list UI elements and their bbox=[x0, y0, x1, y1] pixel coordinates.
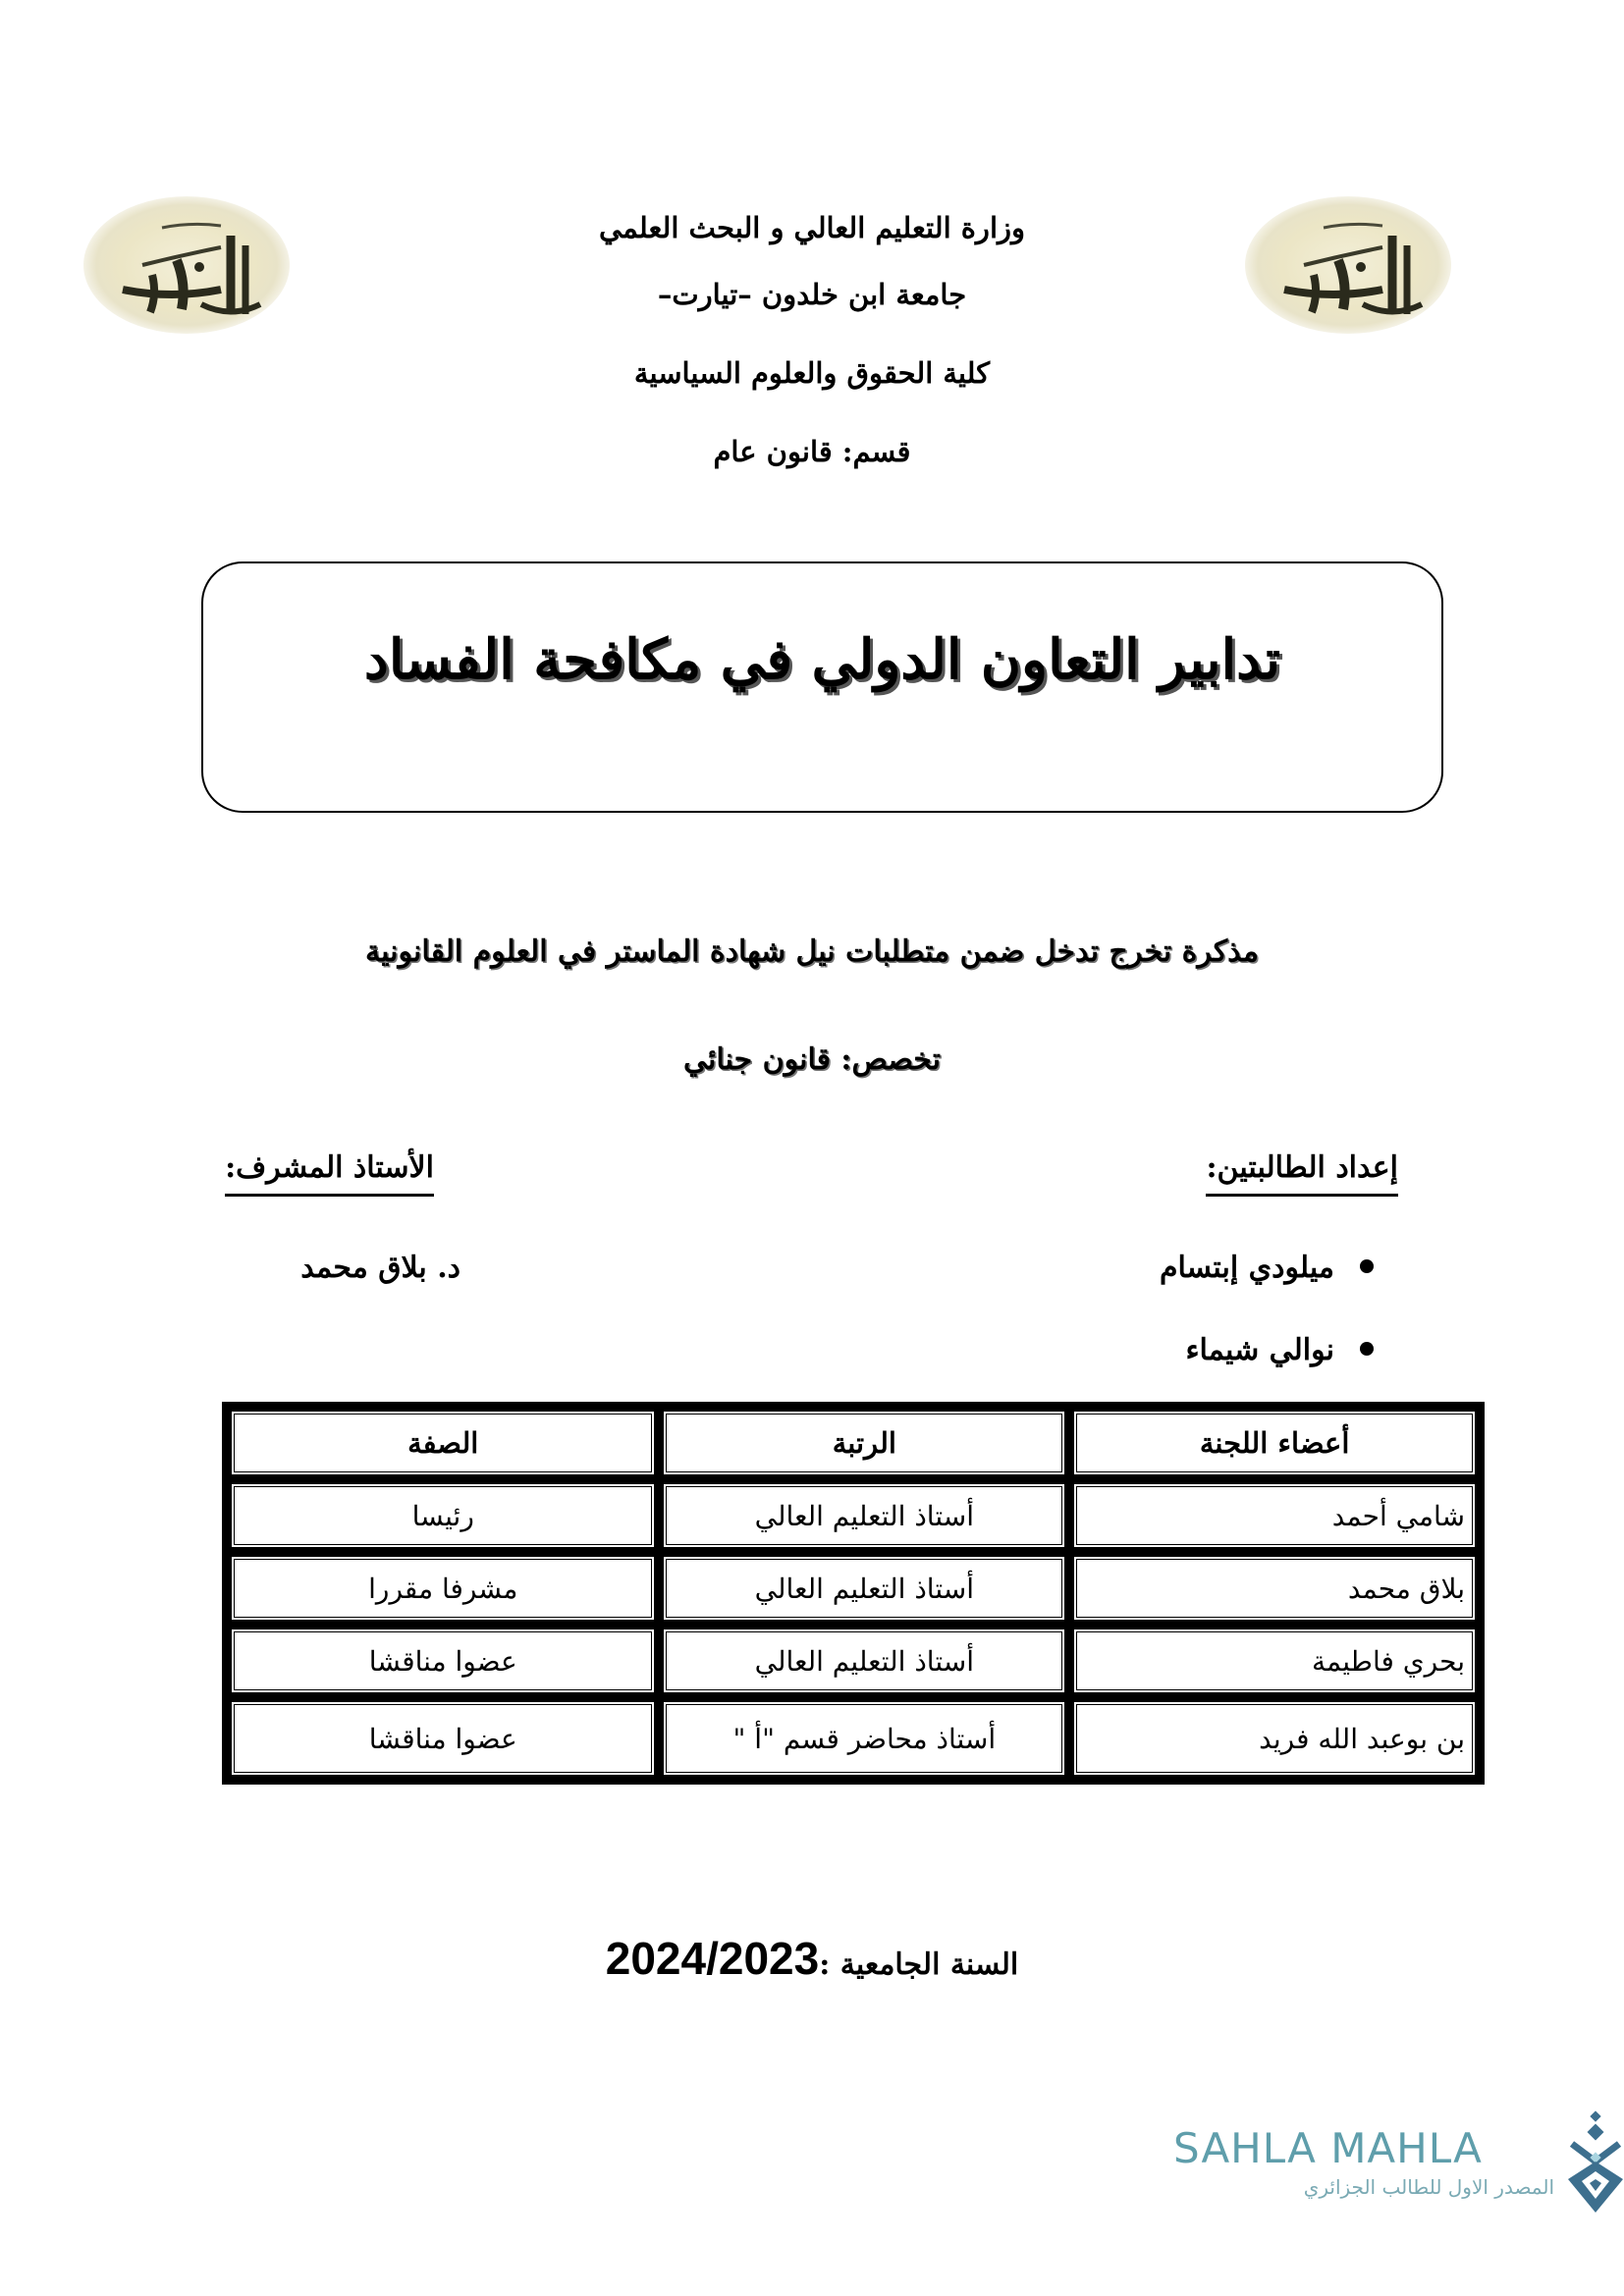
supervisor-name: د. بلاق محمد bbox=[300, 1251, 460, 1285]
specialization: تخصص: قانون جنائي bbox=[683, 1042, 941, 1077]
department-name: قسم: قانون عام bbox=[713, 435, 911, 468]
academic-year bbox=[0, 1932, 1624, 1985]
committee-table bbox=[222, 1402, 1485, 1785]
member-name: شامي أحمد bbox=[1064, 1484, 1475, 1557]
sahla-mahla-logo-icon bbox=[1564, 2110, 1624, 2218]
student-name: نوالي شيماء bbox=[1185, 1333, 1334, 1367]
degree-statement: مذكرة تخرج تدخل ضمن متطلبات نيل شهادة الماستر في العلوم القانونية bbox=[365, 934, 1259, 969]
member-name: بن بوعبد الله فريد bbox=[1064, 1702, 1475, 1775]
watermark-tagline: المصدر الاول للطالب الجزائري bbox=[1303, 2175, 1554, 2199]
member-role: رئيسا bbox=[232, 1484, 654, 1557]
ministry-name: وزارة التعليم العالي و البحث العلمي bbox=[598, 211, 1026, 244]
member-role: مشرفا مقررا bbox=[232, 1557, 654, 1629]
bullet-icon bbox=[1360, 1342, 1374, 1356]
column-header-rank: الرتبة bbox=[654, 1412, 1064, 1484]
column-header-members: أعضاء اللجنة bbox=[1064, 1412, 1475, 1484]
member-rank: أستاذ التعليم العالي bbox=[654, 1629, 1064, 1702]
sahla-mahla-watermark bbox=[1173, 2110, 1615, 2228]
thesis-title-box bbox=[201, 561, 1443, 813]
student-name-2 bbox=[1185, 1329, 1374, 1372]
member-name: بلاق محمد bbox=[1064, 1557, 1475, 1629]
table-row bbox=[232, 1484, 1475, 1557]
table-row bbox=[232, 1629, 1475, 1702]
member-name: بحري فاطيمة bbox=[1064, 1629, 1475, 1702]
academic-year-value: 2024/2023 bbox=[605, 1933, 820, 1984]
supervisor-label: الأستاذ المشرف: bbox=[225, 1147, 434, 1197]
member-rank: أستاذ محاضر قسم "أ " bbox=[654, 1702, 1064, 1775]
table-row bbox=[232, 1557, 1475, 1629]
academic-year-label: السنة الجامعية : bbox=[819, 1948, 1019, 1982]
bullet-icon bbox=[1360, 1259, 1374, 1273]
member-role: عضوا مناقشا bbox=[232, 1702, 654, 1775]
column-header-role: الصفة bbox=[232, 1412, 654, 1484]
student-name: ميلودي إبتسام bbox=[1159, 1251, 1334, 1285]
member-role: عضوا مناقشا bbox=[232, 1629, 654, 1702]
table-row bbox=[232, 1702, 1475, 1775]
faculty-name: كلية الحقوق والعلوم السياسية bbox=[633, 356, 991, 390]
watermark-brand: SAHLA MAHLA bbox=[1173, 2124, 1483, 2172]
students-label: إعداد الطالبتين: bbox=[1206, 1147, 1398, 1197]
thesis-title: تدابير التعاون الدولي في مكافحة الفساد bbox=[363, 627, 1281, 692]
table-header-row bbox=[232, 1412, 1475, 1484]
university-name: جامعة ابن خلدون –تيارت– bbox=[657, 278, 967, 311]
student-name-1 bbox=[1160, 1247, 1374, 1290]
member-rank: أستاذ التعليم العالي bbox=[654, 1557, 1064, 1629]
member-rank: أستاذ التعليم العالي bbox=[654, 1484, 1064, 1557]
